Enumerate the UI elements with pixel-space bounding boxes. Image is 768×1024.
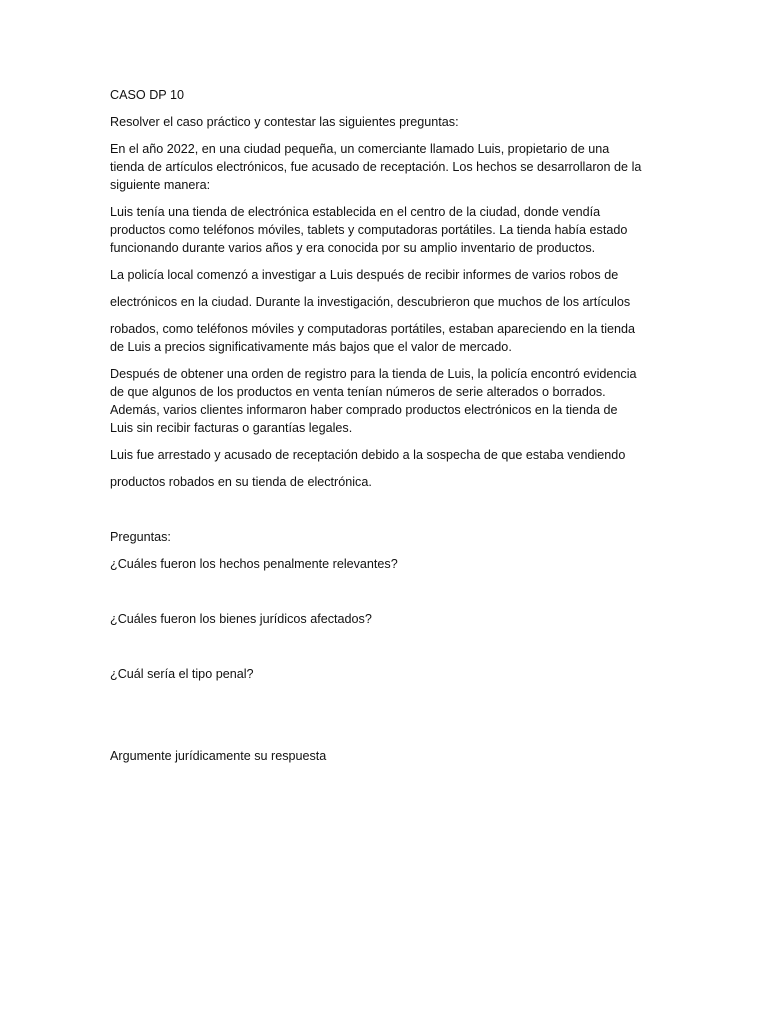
search-paragraph-line: Después de obtener una orden de registro para la tienda de Luis, la policía encontró evidencia	[110, 367, 637, 381]
police-paragraph-line: de Luis a precios significativamente más bajos que el valor de mercado.	[110, 340, 512, 354]
store-paragraph-line: Luis tenía una tienda de electrónica establecida en el centro de la ciudad, donde vendía	[110, 205, 601, 219]
closing-instruction: Argumente jurídicamente su respuesta	[110, 749, 327, 763]
search-paragraph-line: de que algunos de los productos en venta tenían números de serie alterados o borrados.	[110, 385, 606, 399]
store-paragraph-line: productos como teléfonos móviles, tablets y computadoras portátiles. La tienda había estado	[110, 223, 628, 237]
intro-line: tienda de artículos electrónicos, fue acusado de receptación. Los hechos se desarrollaron de la	[110, 160, 642, 174]
store-paragraph-line: funcionando durante varios años y era conocida por su amplio inventario de productos.	[110, 241, 596, 255]
intro-line: En el año 2022, en una ciudad pequeña, un comerciante llamado Luis, propietario de una	[110, 142, 610, 156]
police-paragraph-line: electrónicos en la ciudad. Durante la investigación, descubrieron que muchos de los artículos	[110, 295, 631, 309]
questions-heading: Preguntas:	[110, 530, 171, 544]
police-paragraph-line: La policía local comenzó a investigar a Luis después de recibir informes de varios robos de	[110, 268, 619, 282]
question-item: ¿Cuáles fueron los hechos penalmente relevantes?	[110, 557, 398, 571]
instruction-text: Resolver el caso práctico y contestar las siguientes preguntas:	[110, 115, 459, 129]
search-paragraph-line: Además, varios clientes informaron haber comprado productos electrónicos en la tienda de	[110, 403, 618, 417]
question-item: ¿Cuáles fueron los bienes jurídicos afectados?	[110, 612, 372, 626]
arrest-paragraph-line: productos robados en su tienda de electrónica.	[110, 475, 372, 489]
search-paragraph-line: Luis sin recibir facturas o garantías legales.	[110, 421, 353, 435]
document-title: CASO DP 10	[110, 88, 184, 102]
intro-line: siguiente manera:	[110, 178, 211, 192]
police-paragraph-line: robados, como teléfonos móviles y computadoras portátiles, estaban apareciendo en la tienda	[110, 322, 636, 336]
arrest-paragraph-line: Luis fue arrestado y acusado de receptación debido a la sospecha de que estaba vendiendo	[110, 448, 626, 462]
question-item: ¿Cuál sería el tipo penal?	[110, 667, 254, 681]
